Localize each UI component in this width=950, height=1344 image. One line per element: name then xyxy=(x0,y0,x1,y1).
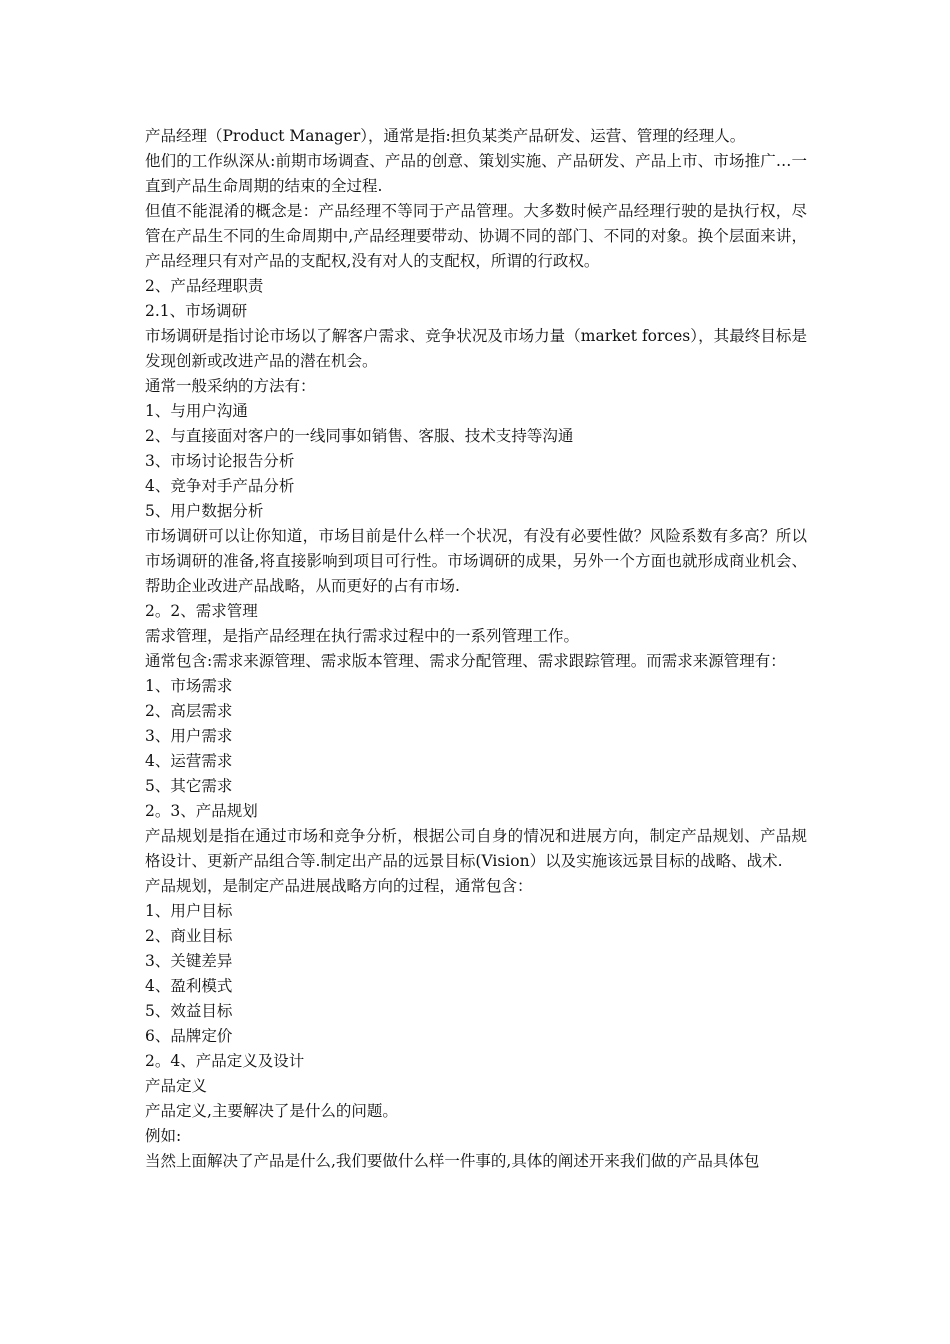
paragraph-example-label: 例如: xyxy=(145,1127,182,1145)
list-item: 2、商业目标 xyxy=(145,927,233,945)
list-item: 2、与直接面对客户的一线同事如销售、客服、技术支持等沟通 xyxy=(145,427,574,445)
list-item: 3、市场讨论报告分析 xyxy=(145,452,295,470)
subsection-heading-planning: 2。3、产品规划 xyxy=(145,802,258,820)
list-item: 1、与用户沟通 xyxy=(145,402,248,420)
list-item: 3、用户需求 xyxy=(145,727,233,745)
paragraph-market-research-value: 市场调研可以让你知道，市场目前是什么样一个状况，有没有必要性做？风险系数有多高？所以市场调研的准备,将直接影响到项目可行性。市场调研的成果，另外一个方面也就形成商业机会、帮助企业改进产品战略，从而更好的占有市场. xyxy=(145,527,807,595)
paragraph-intro: 产品经理（Product Manager），通常是指:担负某类产品研发、运营、管理的经理人。 xyxy=(145,127,746,145)
paragraph-requirements-includes: 通常包含:需求来源管理、需求版本管理、需求分配管理、需求跟踪管理。而需求来源管理有： xyxy=(145,652,786,670)
document-body xyxy=(145,124,807,1174)
paragraph-methods-intro: 通常一般采纳的方法有： xyxy=(145,377,316,395)
subsection-heading-market-research: 2.1、市场调研 xyxy=(145,302,248,320)
list-item: 4、运营需求 xyxy=(145,752,233,770)
list-item: 6、品牌定价 xyxy=(145,1027,233,1045)
section-heading-responsibilities: 2、产品经理职责 xyxy=(145,277,264,295)
list-item: 3、关键差异 xyxy=(145,952,233,970)
paragraph-continuation: 当然上面解决了产品是什么,我们要做什么样一件事的,具体的阐述开来我们做的产品具体包 xyxy=(145,1152,760,1170)
paragraph-work-scope: 他们的工作纵深从:前期市场调查、产品的创意、策划实施、产品研发、产品上市、市场推广…一直到产品生命周期的结束的全过程. xyxy=(145,152,807,195)
list-item: 4、盈利模式 xyxy=(145,977,233,995)
paragraph-market-research: 市场调研是指讨论市场以了解客户需求、竞争状况及市场力量（market forces），其最终目标是发现创新或改进产品的潜在机会。 xyxy=(145,327,807,370)
list-item: 1、市场需求 xyxy=(145,677,233,695)
list-item: 5、用户数据分析 xyxy=(145,502,264,520)
paragraph-planning-includes: 产品规划，是制定产品进展战略方向的过程，通常包含： xyxy=(145,877,533,895)
paragraph-requirements: 需求管理，是指产品经理在执行需求过程中的一系列管理工作。 xyxy=(145,627,580,645)
list-item: 1、用户目标 xyxy=(145,902,233,920)
paragraph-product-definition-label: 产品定义 xyxy=(145,1077,208,1095)
list-item: 4、竞争对手产品分析 xyxy=(145,477,295,495)
list-item: 5、其它需求 xyxy=(145,777,233,795)
paragraph-planning: 产品规划是指在通过市场和竞争分析，根据公司自身的情况和进展方向，制定产品规划、产品规格设计、更新产品组合等.制定出产品的远景目标(Vision）以及实施该远景目标的战略、战术. xyxy=(145,827,807,870)
subsection-heading-definition-design: 2。4、产品定义及设计 xyxy=(145,1052,305,1070)
list-item: 5、效益目标 xyxy=(145,1002,233,1020)
paragraph-product-definition: 产品定义,主要解决了是什么的问题。 xyxy=(145,1102,398,1120)
paragraph-concept: 但值不能混淆的概念是：产品经理不等同于产品管理。大多数时候产品经理行驶的是执行权，尽管在产品生不同的生命周期中,产品经理要带动、协调不同的部门、不同的对象。换个层面来讲，产品经理只有对产品的支配权,没有对人的支配权，所谓的行政权。 xyxy=(145,202,807,270)
list-item: 2、高层需求 xyxy=(145,702,233,720)
subsection-heading-requirements: 2。2、需求管理 xyxy=(145,602,258,620)
